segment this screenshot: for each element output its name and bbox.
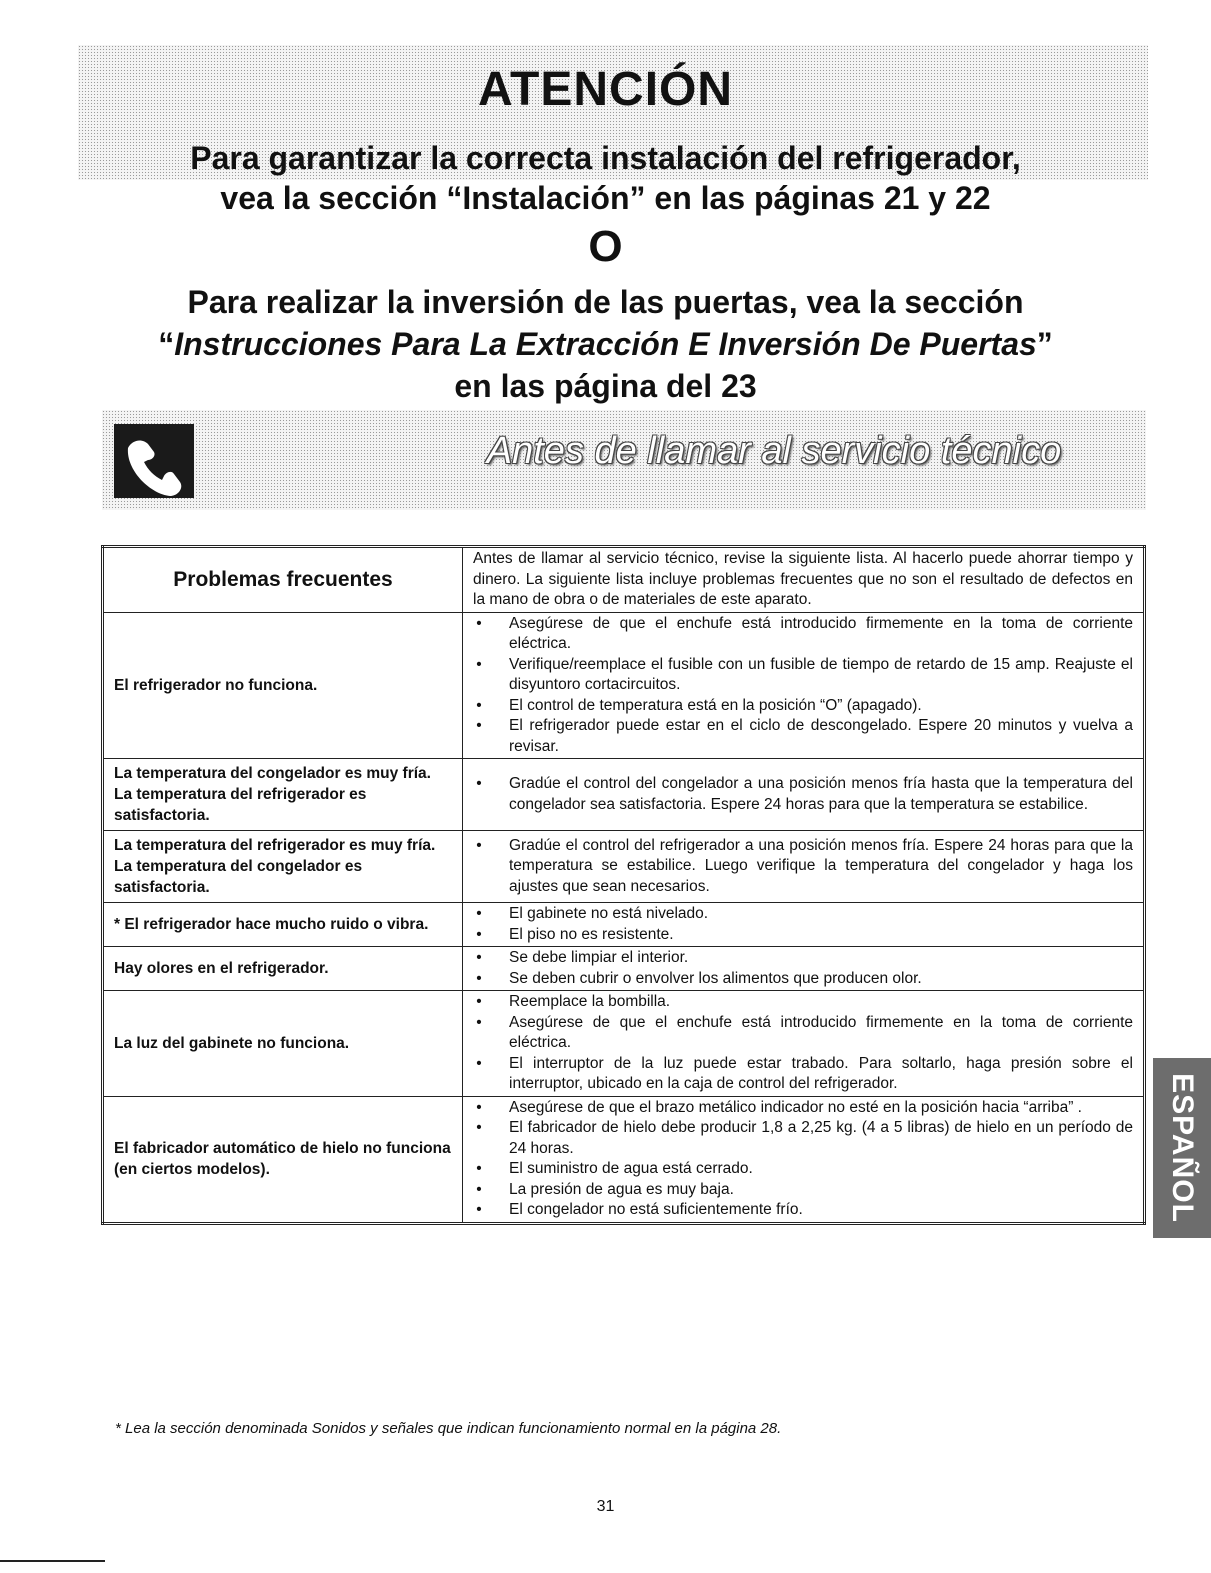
cause-text: El gabinete no está nivelado.: [509, 905, 709, 922]
bullet-icon: •: [476, 925, 482, 943]
causes-cell: [463, 612, 1145, 759]
problem-cell: * El refrigerador hace mucho ruido o vibra.: [103, 903, 463, 947]
reverse-instruction-line-2: [0, 326, 1211, 363]
table-row: [103, 947, 1145, 991]
cause-text: Gradúe el control del refrigerador a una posición menos fría. Espere 24 horas para que la temperatura se estabilice. Luego verifique la temperatura del congelador y haga los ajustes que sean necesarios.: [509, 836, 1133, 895]
cause-text: El interruptor de la luz puede estar trabado. Para soltarlo, haga presión sobre el interruptor, ubicado en la caja de control del refrigerador.: [509, 1054, 1133, 1092]
bullet-icon: •: [476, 614, 482, 632]
causes-cell: [463, 903, 1145, 947]
cause-item: [473, 655, 1133, 696]
table-row: [103, 612, 1145, 759]
cause-text: El control de temperatura está en la posición “O” (apagado).: [509, 696, 922, 714]
bullet-icon: •: [476, 1201, 482, 1218]
cause-text: Verifique/reemplace el fusible con un fusible de tiempo de retardo de 15 amp. Reajuste el disyuntoro cortacircuitos.: [509, 655, 1133, 693]
causes-list: [473, 904, 1133, 945]
cause-item: [473, 1054, 1133, 1095]
cause-item: [473, 904, 1133, 925]
causes-list: [473, 1098, 1133, 1221]
problem-cell: El refrigerador no funciona.: [103, 612, 463, 759]
cause-text: La presión de agua es muy baja.: [509, 1180, 734, 1198]
cause-text: El refrigerador puede estar en el ciclo de descongelado. Espere 20 minutos y vuelva a revisar.: [509, 717, 1133, 755]
cause-item: [473, 614, 1133, 655]
problem-cell: La temperatura del refrigerador es muy fría. La temperatura del congelador es satisfactoria.: [103, 831, 463, 903]
problem-cell: La temperatura del congelador es muy fría. La temperatura del refrigerador es satisfactoria.: [103, 759, 463, 831]
bullet-icon: •: [476, 1054, 482, 1072]
causes-cell: [463, 991, 1145, 1097]
cause-item: [473, 969, 1133, 990]
cause-item: [473, 948, 1133, 969]
cause-item: [473, 836, 1133, 898]
cause-item: [473, 716, 1133, 757]
problem-cell: La luz del gabinete no funciona.: [103, 991, 463, 1097]
open-quote: “: [158, 326, 175, 362]
causes-list: [473, 948, 1133, 989]
cause-item: [473, 1200, 1133, 1221]
bullet-icon: •: [476, 969, 482, 987]
language-label: ESPAÑOL: [1166, 1073, 1199, 1223]
table-row: [103, 759, 1145, 831]
cause-text: El suministro de agua está cerrado.: [509, 1160, 753, 1177]
cause-item: [473, 774, 1133, 815]
service-banner: [102, 410, 1146, 510]
page-number: 31: [596, 1498, 615, 1515]
cause-item: [473, 925, 1133, 946]
install-instruction-line-1: Para garantizar la correcta instalación del refrigerador,: [190, 140, 1021, 176]
cause-text: El fabricador de hielo debe producir 1,8 a 2,25 kg. (4 a 5 libras) de hielo en un período de 24 horas.: [509, 1119, 1133, 1157]
causes-cell: [463, 831, 1145, 903]
bullet-icon: •: [476, 905, 482, 922]
attention-heading: ATENCIÓN: [477, 63, 734, 116]
reverse-section-title: Instrucciones Para La Extracción E Inversión De Puertas: [174, 326, 1037, 362]
table-row: [103, 903, 1145, 947]
cause-text: Asegúrese de que el brazo metálico indicador no esté en la posición hacia “arriba” .: [509, 1098, 1082, 1116]
table-row: [103, 991, 1145, 1097]
causes-list: [473, 836, 1133, 898]
cause-item: [473, 992, 1133, 1013]
causes-cell: [463, 947, 1145, 991]
bullet-icon: •: [476, 993, 482, 1010]
reverse-instruction-line-1: Para realizar la inversión de las puertas, vea la sección: [187, 284, 1024, 320]
table-row: [103, 831, 1145, 903]
bullet-icon: •: [476, 836, 482, 854]
bullet-icon: •: [476, 1098, 482, 1116]
bullet-icon: •: [476, 1160, 482, 1177]
cause-text: Se deben cubrir o envolver los alimentos que producen olor.: [509, 969, 922, 987]
cause-text: Asegúrese de que el enchufe está introducido firmemente en la toma de corriente eléctrica.: [509, 614, 1133, 652]
causes-list: [473, 774, 1133, 815]
close-quote: ”: [1036, 326, 1053, 362]
table-header-row: [103, 547, 1145, 613]
causes-cell: [463, 759, 1145, 831]
install-instruction-line-2: vea la sección “Instalación” en las páginas 21 y 22: [220, 180, 991, 216]
bullet-icon: •: [476, 1013, 482, 1031]
bullet-icon: •: [476, 717, 482, 734]
causes-cell: [463, 1096, 1145, 1223]
cause-text: Se debe limpiar el interior.: [509, 949, 689, 966]
bullet-icon: •: [476, 949, 482, 966]
bullet-icon: •: [476, 1180, 482, 1198]
footnote: * Lea la sección denominada Sonidos y señales que indican funcionamiento normal en la página 28.: [115, 1420, 782, 1437]
bullet-icon: •: [476, 655, 482, 673]
causes-list: [473, 614, 1133, 758]
cause-item: [473, 696, 1133, 717]
problem-cell: Hay olores en el refrigerador.: [103, 947, 463, 991]
causes-list: [473, 992, 1133, 1095]
troubleshooting-table: [101, 545, 1146, 1225]
cause-text: Gradúe el control del congelador a una posición menos fría hasta que la temperatura del congelador sea satisfactoria. Espere 24 horas para que la temperatura se estabilice.: [509, 775, 1133, 813]
cause-item: [473, 1180, 1133, 1201]
cause-text: El congelador no está suficientemente frío.: [509, 1201, 803, 1218]
bullet-icon: •: [476, 775, 482, 792]
problem-cell: El fabricador automático de hielo no funciona (en ciertos modelos).: [103, 1096, 463, 1223]
cause-text: Reemplace la bombilla.: [509, 993, 671, 1010]
or-separator: O: [588, 222, 623, 271]
problems-column-header: Problemas frecuentes: [103, 547, 463, 613]
reverse-instruction-line-3: en las página del 23: [454, 368, 757, 404]
bullet-icon: •: [476, 696, 482, 714]
banner-title: Antes de llamar al servicio técnico: [486, 430, 1062, 472]
cause-item: [473, 1098, 1133, 1119]
language-side-tab: [1153, 1058, 1211, 1238]
cause-item: [473, 1013, 1133, 1054]
footer-rule: [0, 1560, 105, 1562]
bullet-icon: •: [476, 1119, 482, 1136]
cause-item: [473, 1159, 1133, 1180]
cause-item: [473, 1118, 1133, 1159]
cause-text: Asegúrese de que el enchufe está introducido firmemente en la toma de corriente eléctrica.: [509, 1013, 1133, 1051]
table-row: [103, 1096, 1145, 1223]
cause-text: El piso no es resistente.: [509, 925, 674, 943]
table-intro-text: Antes de llamar al servicio técnico, revise la siguiente lista. Al hacerlo puede ahorrar tiempo y dinero. La siguiente lista incluye problemas frecuentes que no son el resultado de defectos en la mano de obra o de materiales de este aparato.: [463, 547, 1145, 613]
